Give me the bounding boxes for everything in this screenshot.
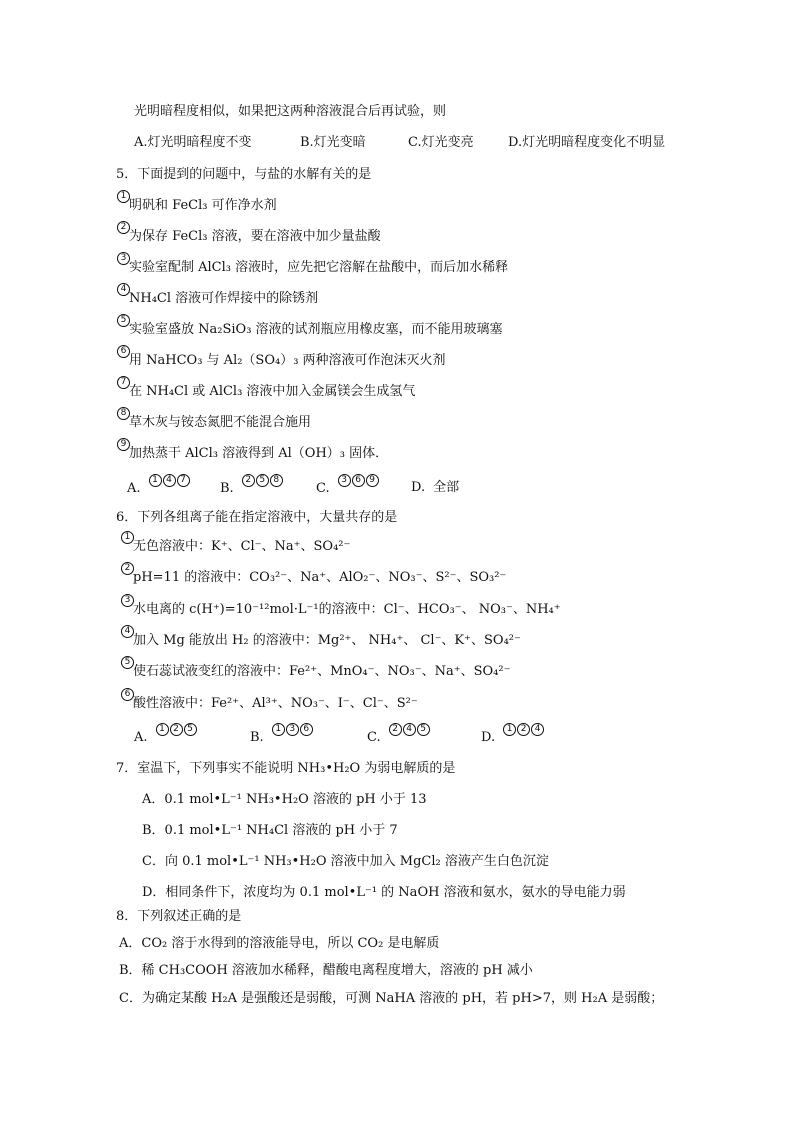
circled-number-icon: 1: [117, 190, 130, 203]
circled-number-icon: 4: [117, 283, 130, 296]
answer-option: [481, 724, 545, 746]
circled-number-icon: 4: [403, 723, 416, 736]
answer-option: [411, 480, 459, 496]
q7-option-a: A．0.1 mol•L⁻¹ NH₃•H₂O 溶液的 pH 小于 13: [142, 792, 427, 807]
option-label: A.: [127, 481, 141, 496]
answer-option: [127, 475, 191, 497]
circled-number-icon: 6: [300, 723, 313, 736]
answer-option: [220, 475, 284, 497]
circled-number-icon: 8: [117, 407, 130, 420]
circled-number-icon: 6: [117, 345, 130, 358]
q4-option-b: B.灯光变暗: [300, 135, 366, 150]
list-item-text: 无色溶液中：K⁺、Cl⁻、Na⁺、SO₄²⁻: [133, 539, 351, 554]
circled-number-icon: 4: [531, 723, 544, 736]
circled-number-icon: 2: [117, 221, 130, 234]
circled-number-icon: 2: [517, 723, 530, 736]
q7-option-d: D．相同条件下，浓度均为 0.1 mol•L⁻¹ 的 NaOH 溶液和氨水，氨水的导电能力弱: [142, 885, 626, 900]
circled-number-icon: 3: [286, 723, 299, 736]
circled-number-icon: 9: [366, 474, 379, 487]
circled-number-icon: 2: [389, 723, 402, 736]
list-item-text: 用 NaHCO₃ 与 Al₂（SO₄）₃ 两种溶液可作泡沫灭火剂: [129, 353, 446, 368]
list-item-text: 使石蕊试液变红的溶液中：Fe²⁺、MnO₄⁻、NO₃⁻、Na⁺、SO₄²⁻: [133, 664, 511, 680]
circled-number-icon: 2: [170, 723, 183, 736]
circled-number-icon: 4: [121, 625, 134, 638]
q7-stem: 7．室温下，下列事实不能说明 NH₃•H₂O 为弱电解质的是: [116, 761, 456, 776]
list-item-text: 水电离的 c(H⁺)=10⁻¹²mol·L⁻¹的溶液中：Cl⁻、HCO₃⁻、 NO₃⁻、NH₄⁺: [133, 601, 561, 617]
list-item-text: pH=11 的溶液中：CO₃²⁻、Na⁺、AlO₂⁻、NO₃⁻、S²⁻、SO₃²⁻: [133, 570, 507, 586]
list-item-text: 加入 Mg 能放出 H₂ 的溶液中：Mg²⁺、 NH₄⁺、 Cl⁻、K⁺、SO₄²⁻: [133, 632, 521, 648]
option-label: D.: [481, 730, 496, 745]
option-label: C.: [316, 481, 330, 496]
q6-stem: 6．下列各组离子能在指定溶液中，大量共存的是: [116, 510, 398, 525]
option-label: C.: [367, 730, 381, 745]
circled-number-icon: 1: [272, 723, 285, 736]
q8-option-c: C．为确定某酸 H₂A 是强酸还是弱酸，可测 NaHA 溶液的 pH，若 pH>7，则 H₂A 是弱酸；: [119, 991, 664, 1006]
circled-number-icon: 2: [242, 474, 255, 487]
list-item-text: 在 NH₄Cl 或 AlCl₃ 溶液中加入金属镁会生成氢气: [129, 384, 416, 399]
option-text: 全部: [433, 480, 460, 495]
list-item-text: 加热蒸干 AlCl₃ 溶液得到 Al（OH）₃ 固体．: [129, 446, 389, 461]
q4-continuation: 光明暗程度相似，如果把这两种溶液混合后再试验，则: [134, 104, 447, 119]
list-item-text: 草木灰与铵态氮肥不能混合施用: [129, 415, 312, 430]
option-label: A.: [134, 730, 148, 745]
circled-number-icon: 5: [256, 474, 269, 487]
circled-number-icon: 6: [352, 474, 365, 487]
q7-option-b: B．0.1 mol•L⁻¹ NH₄Cl 溶液的 pH 小于 7: [142, 823, 398, 838]
list-item-text: 明矾和 FeCl₃ 可作净水剂: [129, 198, 277, 213]
option-label: B.: [250, 730, 264, 745]
circled-number-icon: 2: [121, 562, 134, 575]
circled-number-icon: 5: [184, 723, 197, 736]
list-item-text: NH₄Cl 溶液可作焊接中的除锈剂: [129, 291, 319, 306]
circled-number-icon: 9: [117, 438, 130, 451]
circled-number-icon: 3: [121, 594, 134, 607]
answer-option: [250, 724, 314, 746]
q8-stem: 8．下列叙述正确的是: [116, 909, 242, 924]
circled-number-icon: 1: [503, 723, 516, 736]
circled-number-icon: 5: [121, 656, 134, 669]
option-label: B.: [220, 481, 234, 496]
list-item-text: 为保存 FeCl₃ 溶液，要在溶液中加少量盐酸: [129, 229, 381, 244]
circled-number-icon: 3: [117, 252, 130, 265]
circled-number-icon: 7: [177, 474, 190, 487]
q4-option-a: A.灯光明暗程度不变: [134, 135, 252, 150]
circled-number-icon: 4: [163, 474, 176, 487]
circled-number-icon: 1: [149, 474, 162, 487]
answer-option: [134, 724, 198, 746]
q7-option-c: C．向 0.1 mol•L⁻¹ NH₃•H₂O 溶液中加入 MgCl₂ 溶液产生白色沉淀: [142, 854, 549, 869]
list-item-text: 实验室盛放 Na₂SiO₃ 溶液的试剂瓶应用橡皮塞，而不能用玻璃塞: [129, 322, 503, 337]
q4-option-c: C.灯光变亮: [408, 135, 474, 150]
circled-number-icon: 6: [121, 688, 134, 701]
option-label: D.: [411, 480, 426, 495]
circled-number-icon: 3: [338, 474, 351, 487]
circled-number-icon: 1: [156, 723, 169, 736]
list-item-text: 实验室配制 AlCl₃ 溶液时，应先把它溶解在盐酸中，而后加水稀释: [129, 260, 509, 275]
circled-number-icon: 8: [270, 474, 283, 487]
q8-option-b: B．稀 CH₃COOH 溶液加水稀释，醋酸电离程度增大，溶液的 pH 减小: [119, 963, 533, 978]
q5-stem: 5．下面提到的问题中，与盐的水解有关的是: [116, 167, 372, 182]
circled-number-icon: 5: [417, 723, 430, 736]
circled-number-icon: 5: [117, 314, 130, 327]
circled-number-icon: 7: [117, 376, 130, 389]
answer-option: [316, 475, 380, 497]
list-item-text: 酸性溶液中：Fe²⁺、Al³⁺、NO₃⁻、I⁻、Cl⁻、S²⁻: [133, 695, 418, 711]
answer-option: [367, 724, 431, 746]
q4-option-d: D.灯光明暗程度变化不明显: [508, 135, 666, 150]
q8-option-a: A．CO₂ 溶于水得到的溶液能导电，所以 CO₂ 是电解质: [119, 936, 440, 951]
circled-number-icon: 1: [121, 531, 134, 544]
